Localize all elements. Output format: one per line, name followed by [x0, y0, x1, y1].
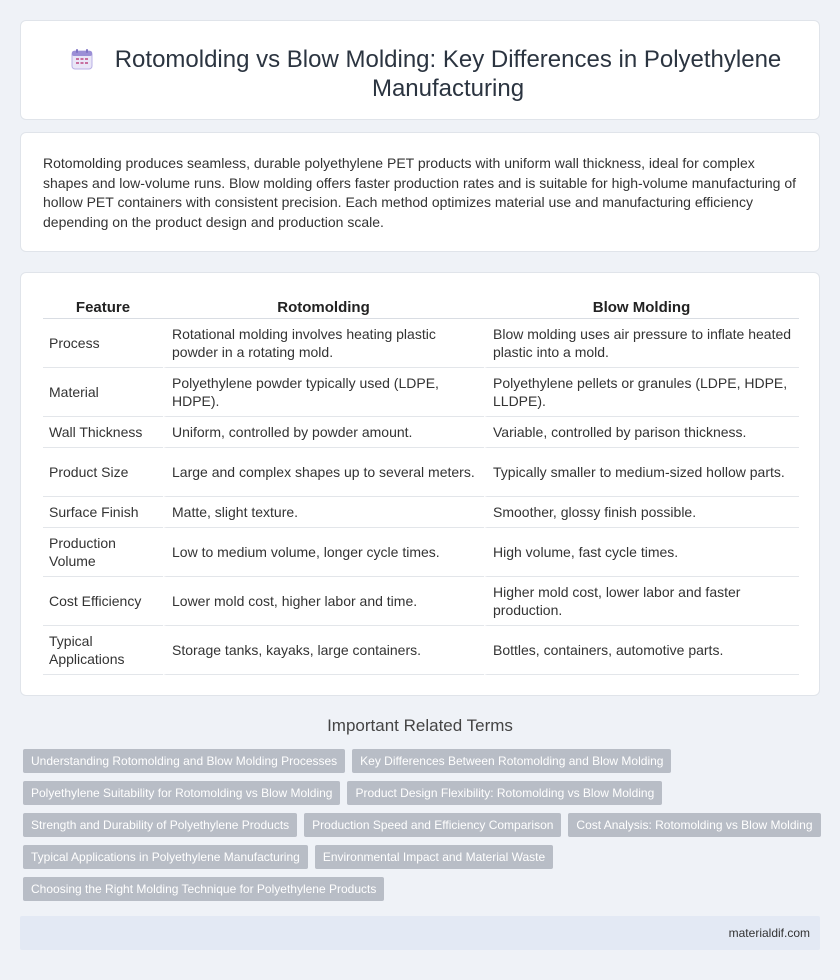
rotomolding-cell: Storage tanks, kayaks, large containers.	[163, 626, 484, 675]
related-term-tag[interactable]: Cost Analysis: Rotomolding vs Blow Molding	[568, 813, 820, 837]
table-row	[43, 417, 799, 448]
feature-cell: Production Volume	[43, 528, 163, 577]
table-row	[43, 626, 799, 675]
related-term-tag[interactable]: Production Speed and Efficiency Comparison	[304, 813, 561, 837]
related-term-tag[interactable]: Strength and Durability of Polyethylene Products	[23, 813, 297, 837]
related-term-tag[interactable]: Typical Applications in Polyethylene Manufacturing	[23, 845, 308, 869]
footer	[20, 916, 820, 950]
blow-molding-cell: Polyethylene pellets or granules (LDPE, HDPE, LLDPE).	[484, 368, 799, 417]
column-header-rotomolding: Rotomolding	[163, 296, 484, 319]
table-row	[43, 528, 799, 577]
related-term-tag[interactable]: Polyethylene Suitability for Rotomolding vs Blow Molding	[23, 781, 340, 805]
blow-molding-cell: Smoother, glossy finish possible.	[484, 497, 799, 528]
related-term-tag[interactable]: Choosing the Right Molding Technique for Polyethylene Products	[23, 877, 384, 901]
feature-cell: Typical Applications	[43, 626, 163, 675]
title-card	[20, 20, 820, 120]
feature-cell: Material	[43, 368, 163, 417]
feature-cell: Process	[43, 319, 163, 368]
rotomolding-cell: Low to medium volume, longer cycle times.	[163, 528, 484, 577]
feature-cell: Cost Efficiency	[43, 577, 163, 626]
table-row	[43, 497, 799, 528]
blow-molding-cell: Bottles, containers, automotive parts.	[484, 626, 799, 675]
table-header-row	[43, 296, 799, 319]
comparison-table	[43, 296, 799, 675]
blow-molding-cell: Higher mold cost, lower labor and faster production.	[484, 577, 799, 626]
feature-cell: Wall Thickness	[43, 417, 163, 448]
related-term-tag[interactable]: Product Design Flexibility: Rotomolding vs Blow Molding	[347, 781, 662, 805]
table-row	[43, 319, 799, 368]
related-terms-list	[23, 749, 823, 909]
feature-cell: Surface Finish	[43, 497, 163, 528]
rotomolding-cell: Large and complex shapes up to several meters.	[163, 448, 484, 497]
blow-molding-cell: Blow molding uses air pressure to inflate heated plastic into a mold.	[484, 319, 799, 368]
rotomolding-cell: Uniform, controlled by powder amount.	[163, 417, 484, 448]
blow-molding-cell: Typically smaller to medium-sized hollow parts.	[484, 448, 799, 497]
intro-paragraph: Rotomolding produces seamless, durable polyethylene PET products with uniform wall thickness, ideal for complex shapes and low-volume runs. Blow molding offers faster production rates and is suitable for high-volume manufacturing of hollow PET containers with consistent precision. Each method optimizes material use and manufacturing efficiency depending on the product design and production scale.	[43, 155, 797, 230]
table-row	[43, 577, 799, 626]
comparison-table-card	[20, 272, 820, 696]
rotomolding-cell: Matte, slight texture.	[163, 497, 484, 528]
column-header-blow-molding: Blow Molding	[484, 296, 799, 319]
related-term-tag[interactable]: Key Differences Between Rotomolding and Blow Molding	[352, 749, 671, 773]
intro-card	[20, 132, 820, 252]
rotomolding-cell: Polyethylene powder typically used (LDPE, HDPE).	[163, 368, 484, 417]
blow-molding-cell: Variable, controlled by parison thickness.	[484, 417, 799, 448]
rotomolding-cell: Rotational molding involves heating plastic powder in a rotating mold.	[163, 319, 484, 368]
blow-molding-cell: High volume, fast cycle times.	[484, 528, 799, 577]
rotomolding-cell: Lower mold cost, higher labor and time.	[163, 577, 484, 626]
related-term-tag[interactable]: Understanding Rotomolding and Blow Molding Processes	[23, 749, 345, 773]
related-terms-heading: Important Related Terms	[327, 716, 513, 735]
feature-cell: Product Size	[43, 448, 163, 497]
footer-site-link[interactable]: materialdif.com	[728, 926, 810, 940]
page-title: Rotomolding vs Blow Molding: Key Differences in Polyethylene Manufacturing	[114, 46, 782, 102]
column-header-feature: Feature	[43, 296, 163, 319]
table-row	[43, 368, 799, 417]
related-term-tag[interactable]: Environmental Impact and Material Waste	[315, 845, 553, 869]
table-row	[43, 448, 799, 497]
